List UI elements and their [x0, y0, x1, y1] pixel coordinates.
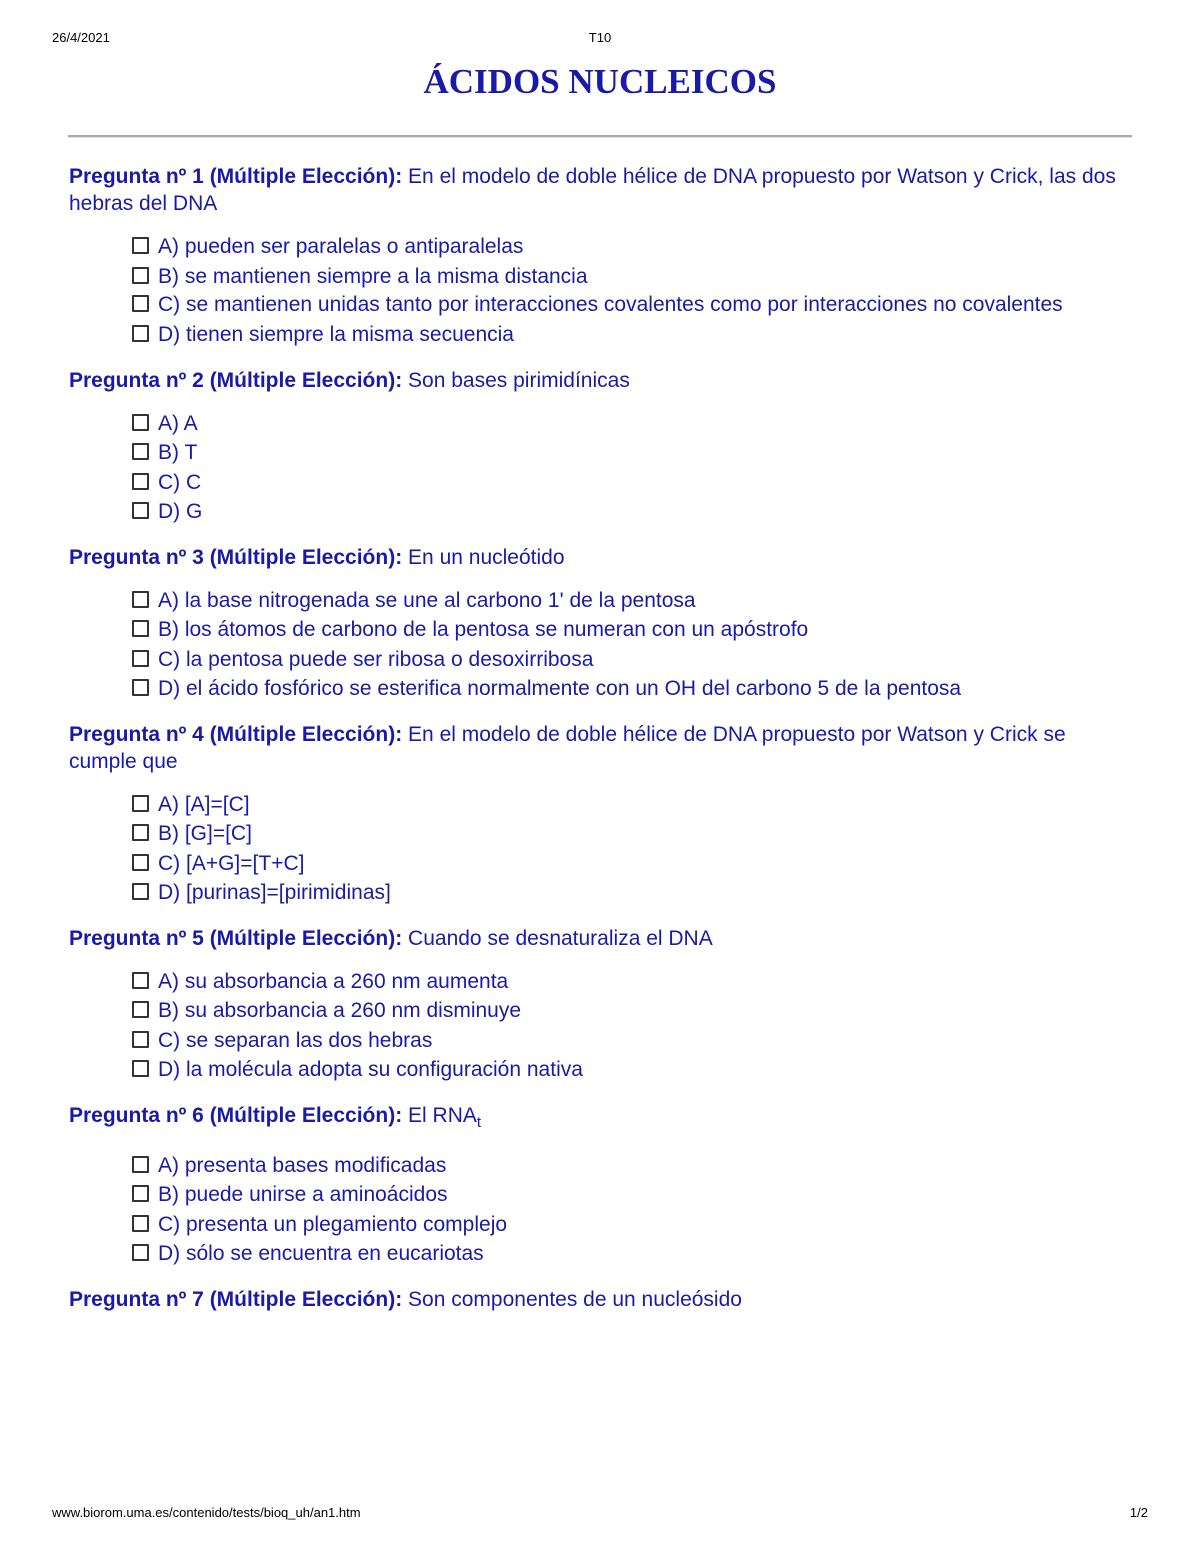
question-2-text: Son bases pirimidínicas: [408, 368, 630, 392]
question-3-prompt: [69, 544, 1133, 571]
checkbox-icon[interactable]: [132, 267, 149, 284]
option-label: A) pueden ser paralelas o antiparalelas: [158, 235, 524, 258]
option-label: C) C: [158, 470, 202, 494]
question-4-options: [69, 790, 1133, 908]
question-4-option-d[interactable]: [128, 878, 1133, 908]
checkbox-icon[interactable]: [132, 414, 149, 431]
question-4-option-a[interactable]: [128, 790, 1133, 820]
checkbox-icon[interactable]: [132, 1156, 149, 1173]
checkbox-icon[interactable]: [132, 473, 149, 490]
question-5-option-d[interactable]: [128, 1055, 1133, 1085]
page-title: ÁCIDOS NUCLEICOS: [423, 62, 777, 101]
checkbox-icon[interactable]: [132, 237, 149, 254]
question-7: [69, 1286, 1133, 1313]
question-3: [69, 544, 1133, 704]
checkbox-icon[interactable]: [132, 1244, 149, 1261]
question-1-option-d[interactable]: [128, 320, 1133, 350]
question-5-label: Pregunta nº 5 (Múltiple Elección):: [69, 926, 403, 950]
checkbox-icon[interactable]: [132, 824, 149, 841]
option-label: D) la molécula adopta su configuración nativa: [158, 1058, 583, 1081]
option-label: D) el ácido fosfórico se esterifica normalmente con un OH del carbono 5 de la pentosa: [158, 677, 962, 700]
checkbox-icon[interactable]: [132, 1031, 149, 1048]
option-label: C) la pentosa puede ser ribosa o desoxirribosa: [158, 647, 594, 671]
option-label: C) [A+G]=[T+C]: [158, 851, 305, 875]
question-1-text: En el modelo de doble hélice de DNA propuesto por Watson y Crick, las dos hebras del DNA: [69, 165, 1116, 215]
question-3-option-b[interactable]: [128, 615, 1133, 645]
question-2-option-d[interactable]: [128, 497, 1133, 527]
question-5-options: [69, 967, 1133, 1085]
question-7-text: Son componentes de un nucleósido: [408, 1287, 742, 1311]
checkbox-icon[interactable]: [132, 1215, 149, 1232]
option-label: D) [purinas]=[pirimidinas]: [158, 881, 391, 904]
question-1: [69, 163, 1133, 350]
question-5-option-b[interactable]: [128, 996, 1133, 1026]
question-5-option-c[interactable]: [128, 1026, 1133, 1056]
option-label: B) se mantienen siempre a la misma distancia: [158, 264, 588, 288]
question-4: [69, 721, 1133, 908]
question-6-option-b[interactable]: [128, 1180, 1133, 1210]
checkbox-icon[interactable]: [132, 591, 149, 608]
question-2-option-a[interactable]: [128, 409, 1133, 439]
question-3-options: [69, 586, 1133, 704]
checkbox-icon[interactable]: [132, 883, 149, 900]
print-tab-title: T10: [588, 30, 612, 45]
question-6-option-c[interactable]: [128, 1210, 1133, 1240]
question-1-option-b[interactable]: [128, 262, 1133, 292]
question-6-prompt: [69, 1102, 1133, 1136]
question-2-option-c[interactable]: [128, 468, 1133, 498]
question-2-option-b[interactable]: [128, 438, 1133, 468]
question-7-label: Pregunta nº 7 (Múltiple Elección):: [69, 1287, 403, 1311]
question-6-subscript: t: [476, 1113, 482, 1131]
checkbox-icon[interactable]: [132, 1001, 149, 1018]
question-2-label: Pregunta nº 2 (Múltiple Elección):: [69, 368, 403, 392]
question-6-option-a[interactable]: [128, 1151, 1133, 1181]
option-label: D) tienen siempre la misma secuencia: [158, 323, 514, 346]
question-4-prompt: [69, 721, 1133, 775]
question-3-option-a[interactable]: [128, 586, 1133, 616]
question-1-prompt: [69, 163, 1133, 217]
checkbox-icon[interactable]: [132, 972, 149, 989]
checkbox-icon[interactable]: [132, 854, 149, 871]
checkbox-icon[interactable]: [132, 795, 149, 812]
question-3-label: Pregunta nº 3 (Múltiple Elección):: [69, 545, 403, 569]
question-2-options: [69, 409, 1133, 527]
questions-container: [69, 163, 1133, 1313]
option-label: C) se mantienen unidas tanto por interacciones covalentes como por interacciones no covalentes: [158, 293, 1063, 316]
question-5-prompt: [69, 925, 1133, 952]
question-1-option-c[interactable]: [128, 291, 1133, 320]
checkbox-icon[interactable]: [132, 1185, 149, 1202]
question-1-option-a[interactable]: [128, 232, 1133, 262]
question-7-prompt: [69, 1286, 1133, 1313]
question-5-option-a[interactable]: [128, 967, 1133, 997]
question-2-prompt: [69, 367, 1133, 394]
checkbox-icon[interactable]: [132, 295, 149, 312]
option-label: B) puede unirse a aminoácidos: [158, 1183, 448, 1207]
question-1-options: [69, 232, 1133, 350]
option-label: A) presenta bases modificadas: [158, 1153, 447, 1177]
checkbox-icon[interactable]: [132, 443, 149, 460]
question-6: [69, 1102, 1133, 1269]
question-4-option-b[interactable]: [128, 819, 1133, 849]
checkbox-icon[interactable]: [132, 620, 149, 637]
print-url: www.biorom.uma.es/contenido/tests/bioq_uh/an1.htm: [52, 1505, 361, 1520]
question-6-option-d[interactable]: [128, 1239, 1133, 1269]
question-2: [69, 367, 1133, 527]
print-header: [52, 30, 1148, 50]
question-3-option-d[interactable]: [128, 674, 1133, 704]
checkbox-icon[interactable]: [132, 650, 149, 667]
question-3-text: En un nucleótido: [408, 545, 565, 569]
question-4-text: En el modelo de doble hélice de DNA propuesto por Watson y Crick se cumple que: [69, 722, 1066, 773]
option-label: C) presenta un plegamiento complejo: [158, 1212, 508, 1236]
option-label: B) [G]=[C]: [158, 822, 252, 845]
print-footer: [52, 1505, 1148, 1525]
question-5-text: Cuando se desnaturaliza el DNA: [408, 926, 713, 950]
option-label: B) T: [158, 441, 198, 464]
question-1-label: Pregunta nº 1 (Múltiple Elección):: [69, 165, 403, 188]
question-5: [69, 925, 1133, 1085]
question-6-text: El RNA: [408, 1103, 477, 1127]
print-date: 26/4/2021: [52, 30, 110, 45]
option-label: C) se separan las dos hebras: [158, 1028, 433, 1052]
checkbox-icon[interactable]: [132, 325, 149, 342]
option-label: D) G: [158, 500, 203, 523]
option-label: A) A: [158, 411, 198, 435]
option-label: D) sólo se encuentra en eucariotas: [158, 1242, 484, 1266]
checkbox-icon[interactable]: [132, 502, 149, 519]
checkbox-icon[interactable]: [132, 679, 149, 696]
checkbox-icon[interactable]: [132, 1060, 149, 1077]
question-4-option-c[interactable]: [128, 849, 1133, 879]
option-label: B) su absorbancia a 260 nm disminuye: [158, 999, 522, 1022]
question-6-label: Pregunta nº 6 (Múltiple Elección):: [69, 1103, 403, 1127]
option-label: B) los átomos de carbono de la pentosa se numeran con un apóstrofo: [158, 618, 809, 641]
option-label: A) [A]=[C]: [158, 792, 250, 816]
question-3-option-c[interactable]: [128, 645, 1133, 675]
print-page-number: 1/2: [1129, 1505, 1148, 1520]
option-label: A) la base nitrogenada se une al carbono 1' de la pentosa: [158, 588, 696, 612]
option-label: A) su absorbancia a 260 nm aumenta: [158, 969, 509, 993]
question-6-options: [69, 1151, 1133, 1269]
horizontal-rule: [68, 135, 1132, 138]
question-4-label: Pregunta nº 4 (Múltiple Elección):: [69, 722, 403, 746]
